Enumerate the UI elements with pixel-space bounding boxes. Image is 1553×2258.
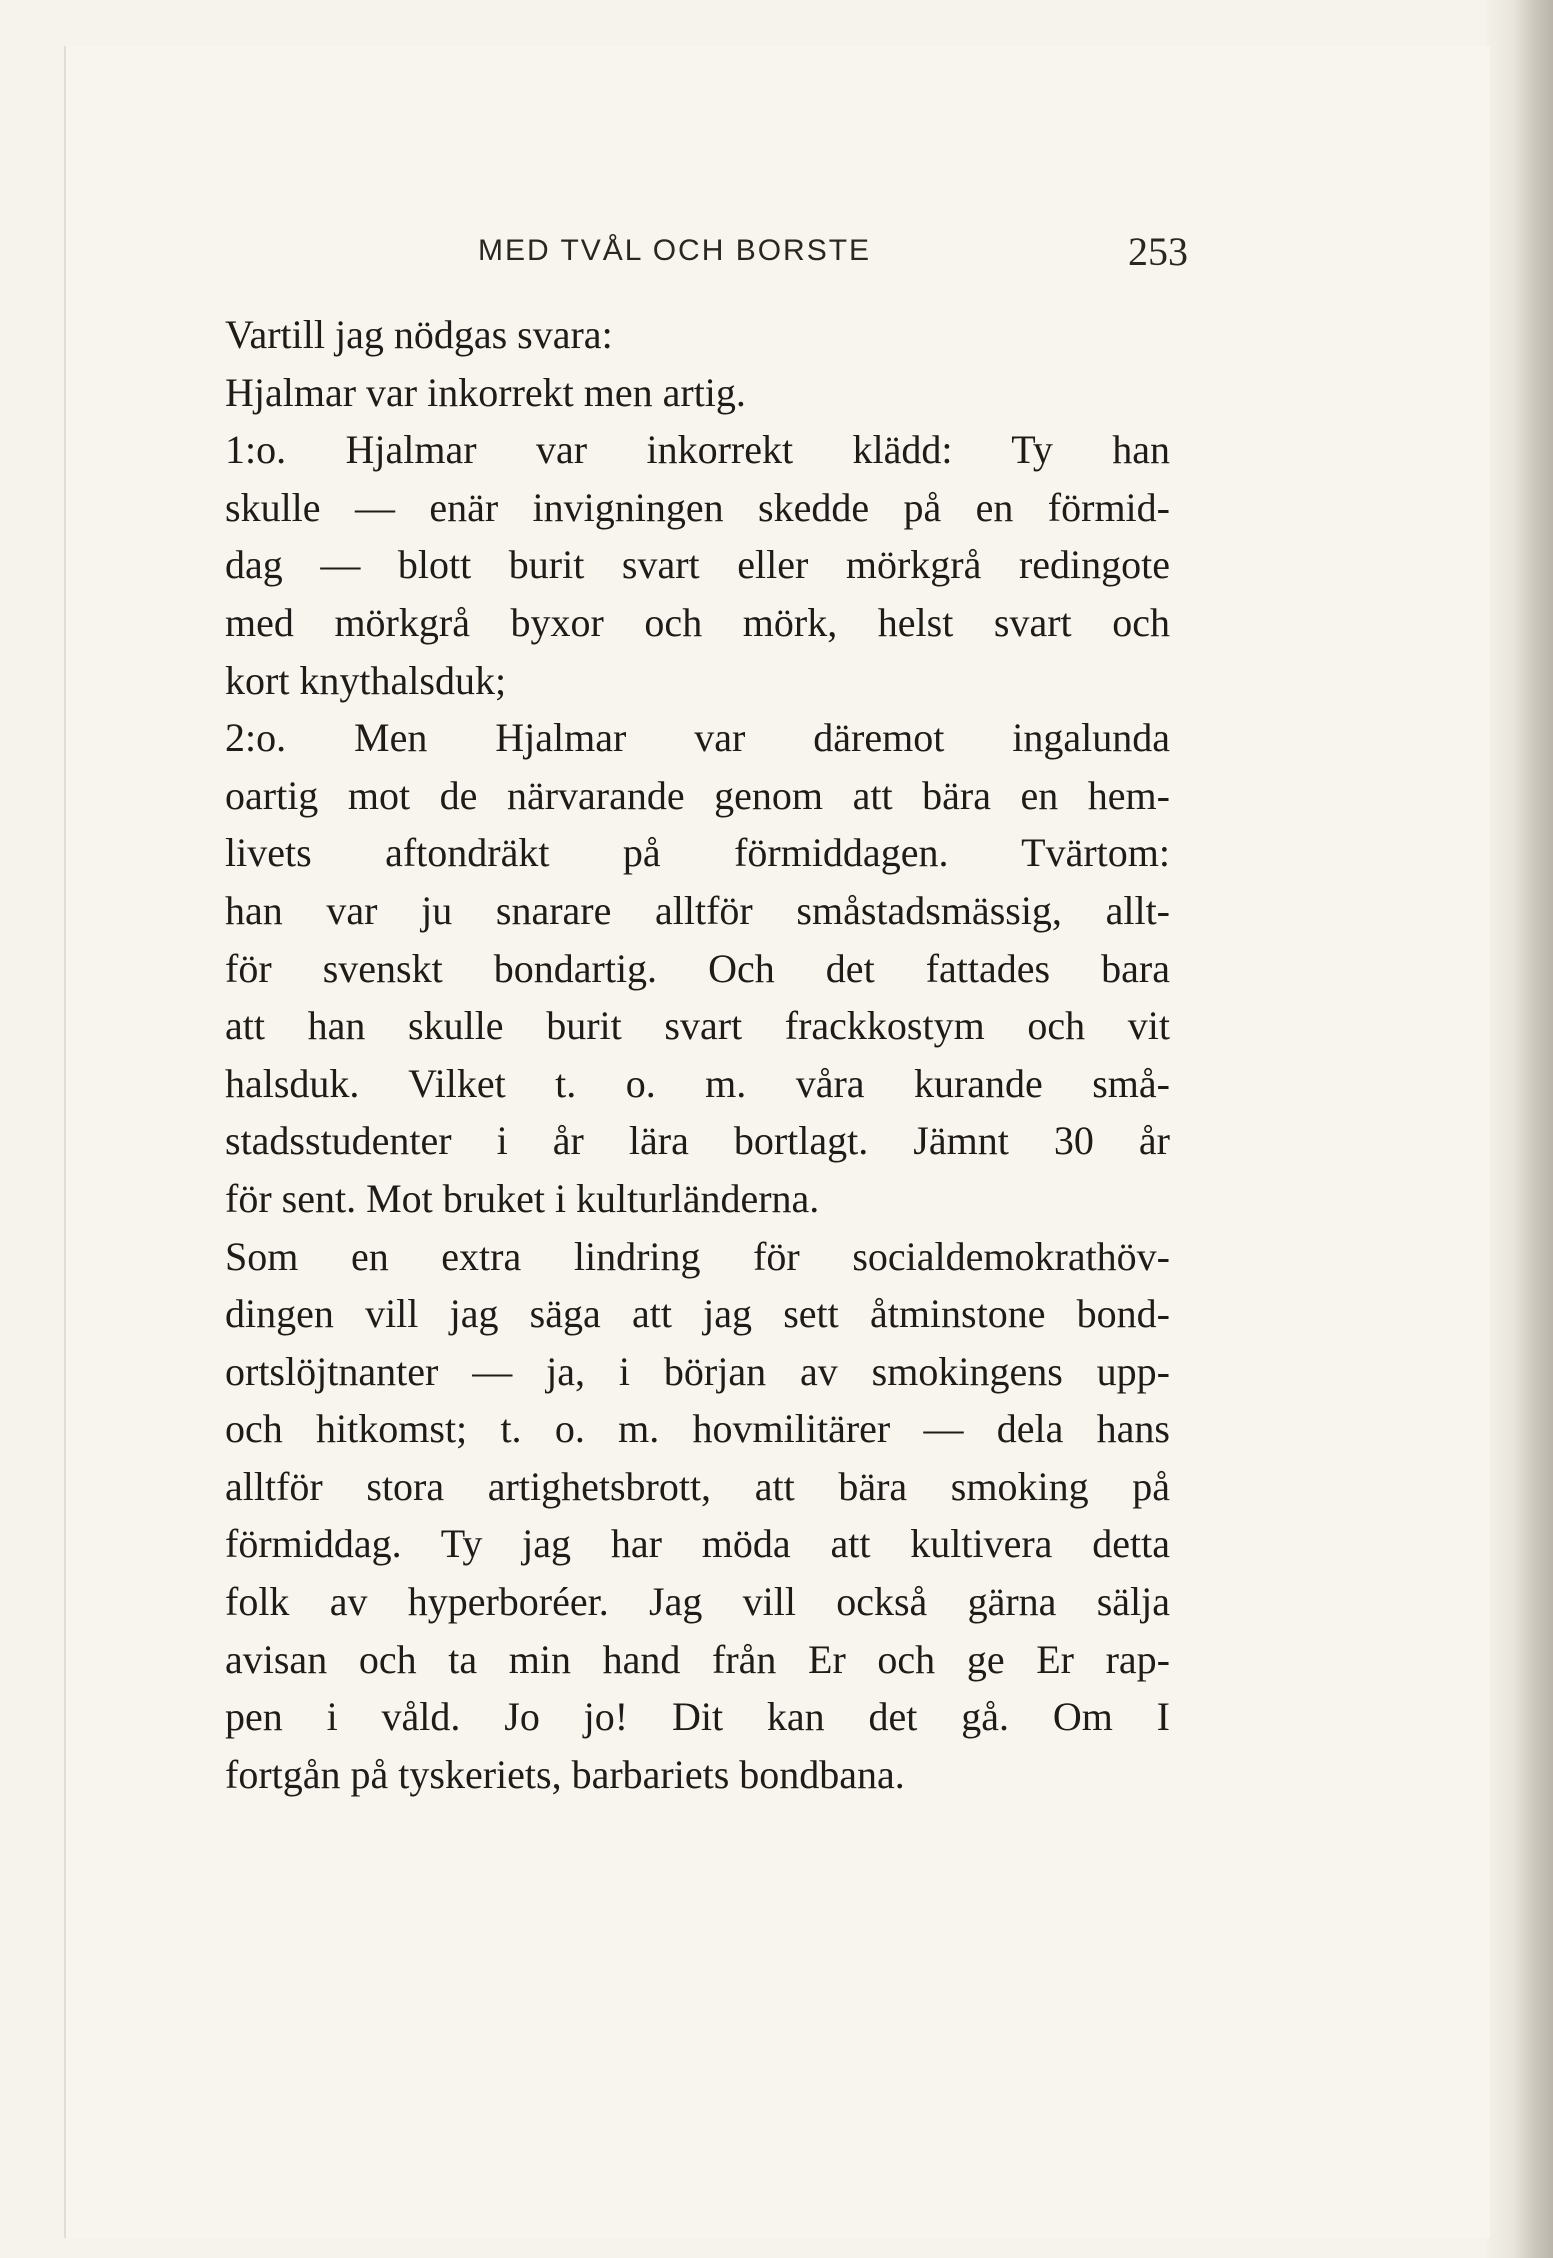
text-line: oartig mot de närvarande genom att bära en hem-: [225, 772, 1170, 818]
text-line: för sent. Mot bruket i kulturländerna.: [225, 1175, 820, 1221]
text-line: dingen vill jag säga att jag sett åtminstone bond-: [225, 1291, 1170, 1337]
text-line: folk av hyperboréer. Jag vill också gärna sälja: [225, 1579, 1170, 1625]
text-line: 2:o. Men Hjalmar var däremot ingalunda: [225, 715, 1170, 761]
text-line: avisan och ta min hand från Er och ge Er rap-: [225, 1636, 1170, 1682]
text-line: han var ju snarare alltför småstadsmässig, allt-: [225, 887, 1170, 933]
page-header: [478, 228, 1188, 284]
text-line: alltför stora artighetsbrott, att bära smoking på: [225, 1463, 1170, 1509]
page-number: 253: [1128, 229, 1188, 274]
text-line: livets aftondräkt på förmiddagen. Tvärtom:: [225, 830, 1170, 876]
body-text: [225, 306, 1170, 1803]
text-line: att han skulle burit svart frackkostym och vit: [225, 1003, 1170, 1049]
text-line: Som en extra lindring för socialdemokrathöv-: [225, 1233, 1170, 1279]
text-line: fortgån på tyskeriets, barbariets bondbana.: [225, 1751, 905, 1797]
text-line: Vartill jag nödgas svara:: [225, 312, 613, 357]
text-line: för svenskt bondartig. Och det fattades bara: [225, 945, 1170, 991]
scan-edge-shadow: [1486, 0, 1553, 2258]
text-line: ortslöjtnanter — ja, i början av smokingens upp-: [225, 1348, 1170, 1394]
text-line: och hitkomst; t. o. m. hovmilitärer — dela hans: [225, 1406, 1170, 1452]
text-line: 1:o. Hjalmar var inkorrekt klädd: Ty han: [225, 427, 1170, 473]
text-line: kort knythalsduk;: [225, 657, 507, 703]
running-head: MED TVÅL OCH BORSTE: [478, 234, 872, 267]
text-line: Hjalmar var inkorrekt men artig.: [225, 369, 746, 415]
text-line: pen i våld. Jo jo! Dit kan det gå. Om I: [225, 1694, 1170, 1740]
text-line: dag — blott burit svart eller mörkgrå redingote: [225, 542, 1170, 588]
text-line: halsduk. Vilket t. o. m. våra kurande små-: [225, 1060, 1170, 1106]
text-line: förmiddag. Ty jag har möda att kultivera detta: [225, 1521, 1170, 1567]
text-line: med mörkgrå byxor och mörk, helst svart och: [225, 599, 1170, 645]
text-line: stadsstudenter i år lära bortlagt. Jämnt 30 år: [225, 1118, 1170, 1164]
text-line: skulle — enär invigningen skedde på en förmid-: [225, 484, 1170, 530]
